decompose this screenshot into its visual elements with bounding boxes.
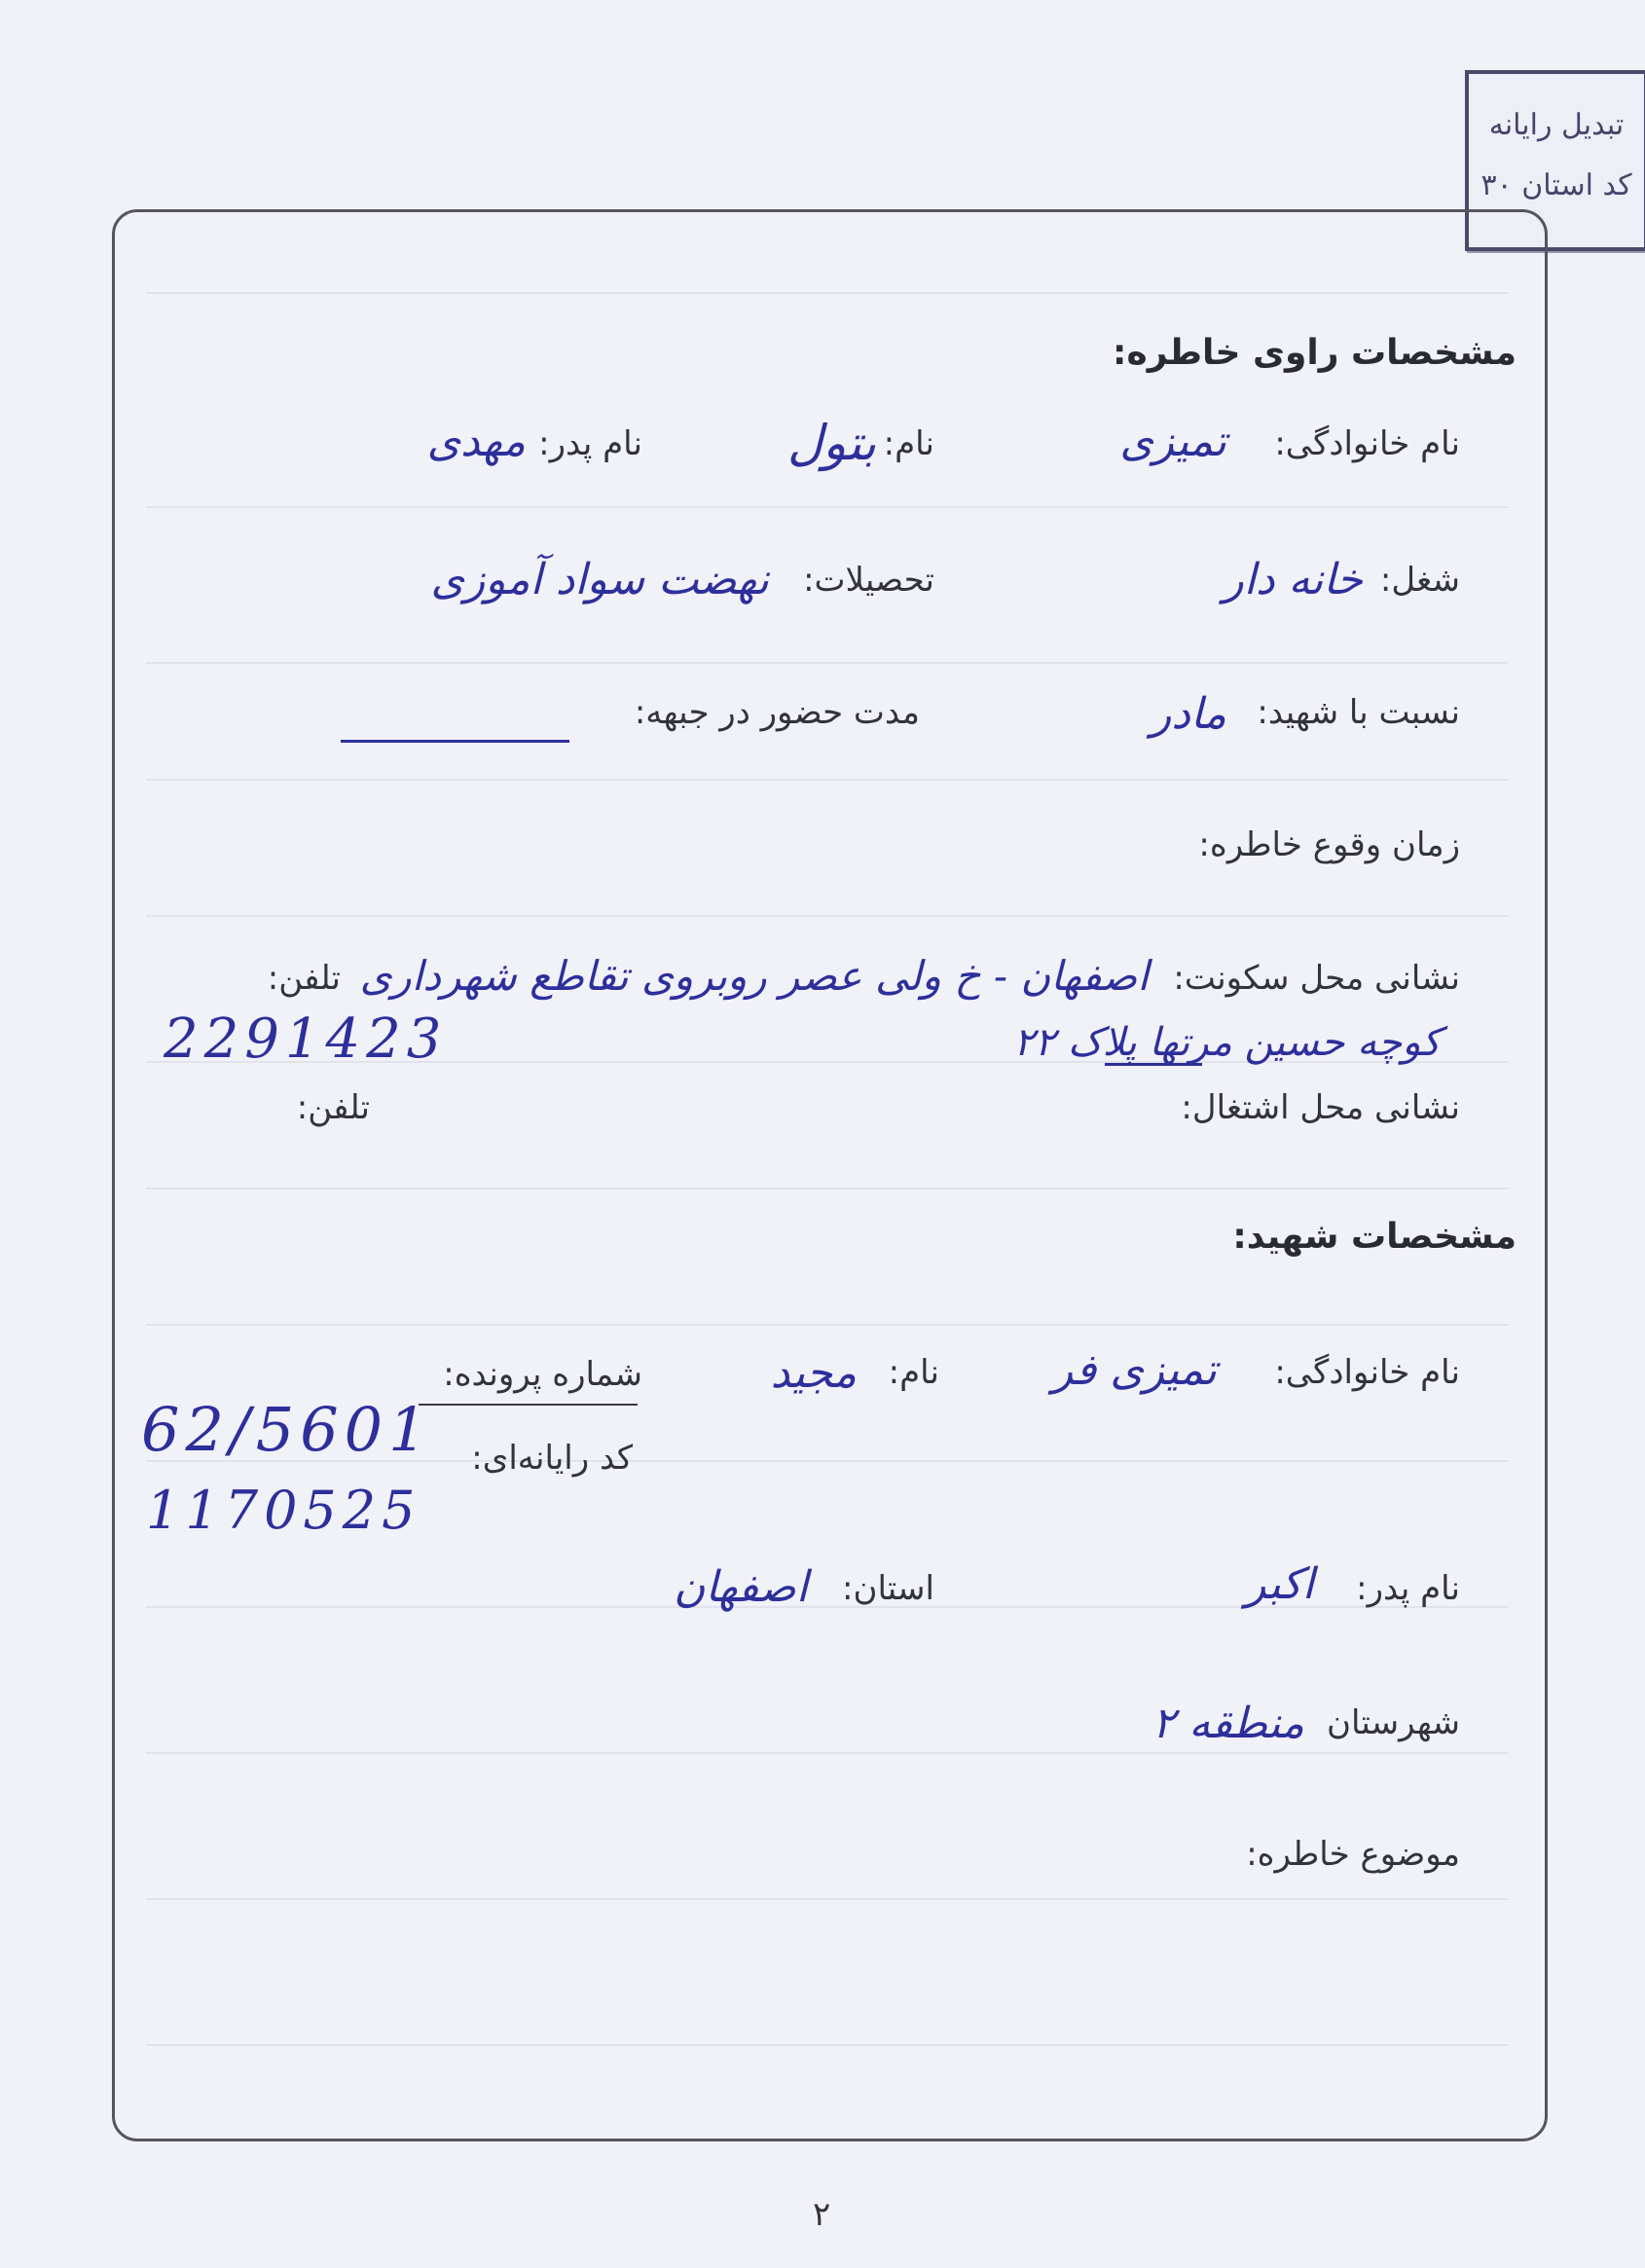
martyr-computer-code-label: کد رایانه‌ای: [471,1439,633,1478]
narrator-work-address-label: نشانی محل اشتغال: [1181,1088,1460,1127]
narrator-event-time-label: زمان وقوع خاطره: [1198,825,1460,864]
martyr-file-number-label: شماره پرونده: [443,1355,642,1394]
martyr-heading: مشخصات شهید: [1232,1217,1517,1257]
narrator-job-value: خانه دار [1223,555,1363,604]
martyr-computer-code-value: 1170525 [146,1480,421,1541]
stamp-line-2: کد استان ۳۰ [1480,168,1632,202]
martyr-province-value: اصفهان [674,1562,808,1612]
martyr-firstname-label: نام: [888,1353,939,1392]
narrator-work-phone-label: تلفن: [296,1088,370,1127]
martyr-father-value: اکبر [1245,1559,1314,1609]
narrator-education-value: نهضت سواد آموزی [430,555,769,604]
narrator-lastname-value: تمیزی [1119,417,1226,466]
narrator-address-value: اصفهان - خ ولی عصر روبروی تقاطع شهرداری [359,952,1149,1000]
narrator-firstname-value: بتول [786,415,876,471]
narrator-phone-value: 2291423 [164,1007,448,1071]
narrator-relation-label: نسبت با شهید: [1257,693,1460,732]
narrator-father-value: مهدی [426,417,526,466]
page-number: ۲ [813,2195,831,2234]
narrator-front-label: مدت حضور در جبهه: [634,693,920,732]
martyr-lastname-value: تمیزی فر [1052,1345,1217,1395]
narrator-heading: مشخصات راوی خاطره: [1113,333,1517,373]
martyr-province-label: استان: [842,1569,934,1608]
martyr-firstname-value: مجید [770,1348,857,1398]
narrator-job-label: شغل: [1379,561,1460,600]
narrator-education-label: تحصیلات: [803,561,934,600]
martyr-subject-label: موضوع خاطره: [1246,1835,1460,1874]
martyr-city-label: شهرستان [1327,1703,1460,1742]
narrator-address-label: نشانی محل سکونت: [1173,959,1460,998]
martyr-lastname-label: نام خانوادگی: [1274,1353,1460,1392]
narrator-lastname-label: نام خانوادگی: [1274,424,1460,463]
plate-underline [1105,1063,1202,1066]
martyr-city-value: منطقه ۲ [1152,1699,1304,1748]
narrator-relation-value: مادر [1151,689,1226,739]
martyr-file-number-value: 62/5601 [141,1394,433,1465]
narrator-phone-label: تلفن: [267,959,341,998]
front-duration-dash [341,740,569,743]
narrator-firstname-label: نام: [883,424,934,463]
file-number-rule [419,1404,638,1406]
narrator-father-label: نام پدر: [538,424,642,463]
stamp-line-1: تبدیل رایانه [1488,108,1625,142]
narrator-address-value-2: کوچه حسین مرتها پلاک ۲۲ [1013,1020,1441,1065]
martyr-father-label: نام پدر: [1356,1569,1460,1608]
